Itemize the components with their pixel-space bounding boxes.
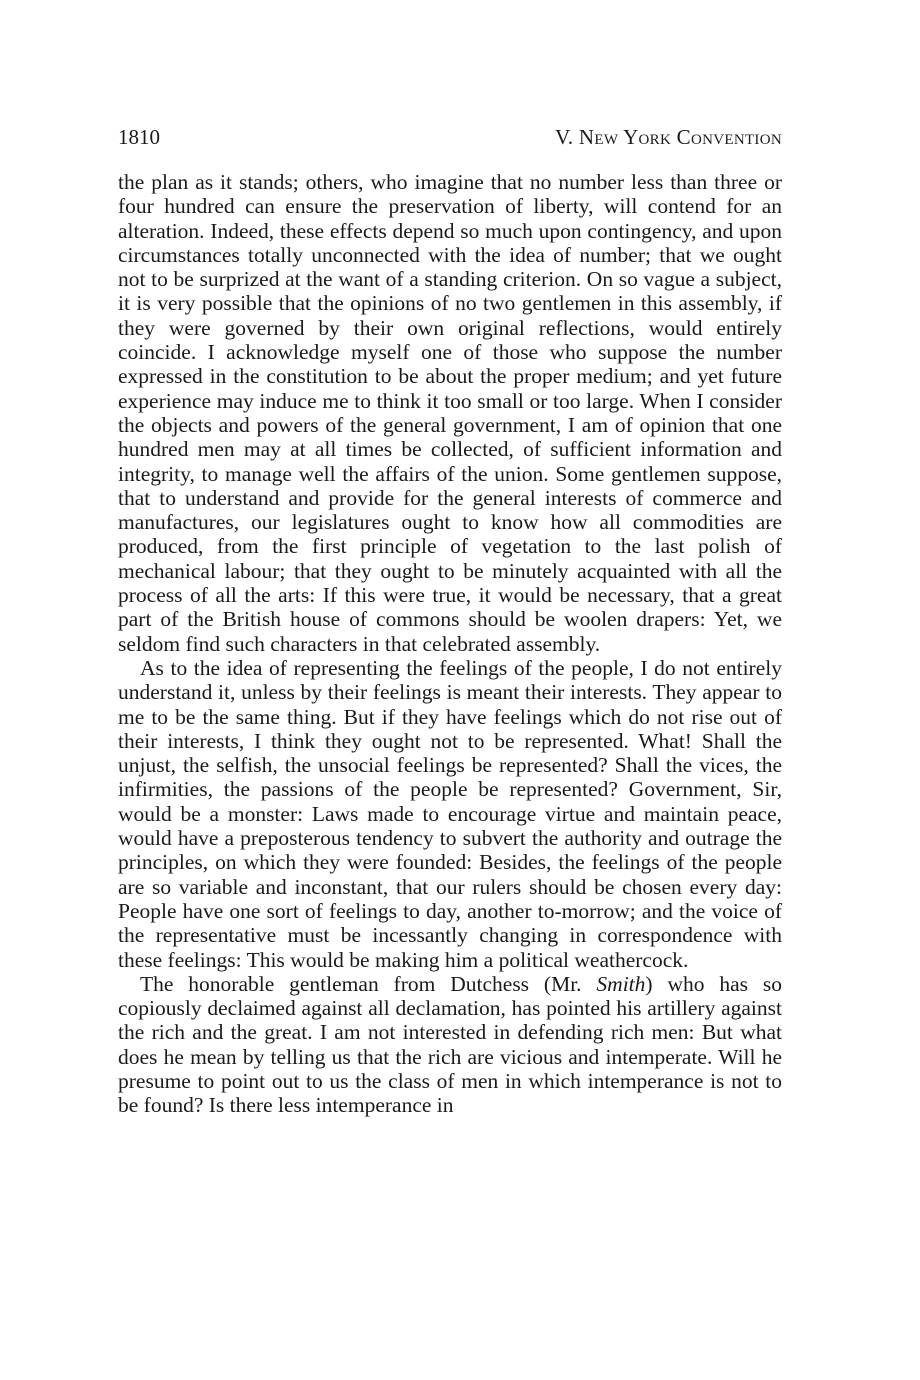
speaker-name-italic: Smith (596, 971, 646, 996)
page-number: 1810 (118, 125, 160, 149)
document-page (118, 124, 782, 1118)
running-title: V. New York Convention (555, 125, 782, 149)
paragraph-2: As to the idea of representing the feelings of the people, I do not entirely understand it, unless by their feelings is meant their interests. They appear to me to be the same thing. But if they have feelings which do not rise out of their interests, I think they ought not to be represented. What! Shall the unjust, the selfish, the unsocial feelings be represented? Shall the vices, the infirmities, the passions of the people be represented? Government, Sir, would be a monster: Laws made to encourage virtue and maintain peace, would have a preposterous tendency to subvert the authority and outrage the principles, on which they were founded: Besides, the feelings of the people are so variable and inconstant, that our rulers should be chosen every day: People have one sort of feelings to day, another to-morrow; and the voice of the representative must be incessantly changing in correspondence with these feelings: This would be making him a political weathercock. (118, 655, 782, 972)
body-text (118, 170, 782, 1118)
paragraph-1: the plan as it stands; others, who imagine that no number less than three or four hundred can ensure the preservation of liberty, will contend for an alteration. Indeed, these effects depend so much upon contingency, and upon circumstances totally unconnected with the idea of number; that we ought not to be surprized at the want of a standing criterion. On so vague a subject, it is very possible that the opinions of no two gentlemen in this assembly, if they were governed by their own original reflections, would entirely coincide. I acknowledge myself one of those who suppose the number expressed in the constitution to be about the proper medium; and yet future experience may induce me to think it too small or too large. When I consider the objects and powers of the general government, I am of opinion that one hundred men may at all times be collected, of sufficient information and integrity, to manage well the affairs of the union. Some gentlemen suppose, that to understand and provide for the general interests of commerce and manufactures, our legislatures ought to know how all commodities are produced, from the first principle of vegetation to the last polish of mechanical labour; that they ought to be minutely acquainted with all the process of all the arts: If this were true, it would be necessary, that a great part of the British house of commons should be woolen drapers: Yet, we seldom find such characters in that celebrated assembly. (118, 170, 782, 656)
paragraph-3 (118, 972, 782, 1118)
paragraph-3-text-after: ) who has so copiously declaimed against all declamation, has pointed his artillery against the rich and the great. I am not interested in defending rich men: But what does he mean by telling us that the rich are vicious and intemperate. Will he presume to point out to us the class of men in which intemperance is not to be found? Is there less intemperance in (118, 971, 782, 1118)
paragraph-3-text-before: The honorable gentleman from Dutchess (Mr. (140, 971, 597, 996)
running-head (118, 124, 782, 150)
